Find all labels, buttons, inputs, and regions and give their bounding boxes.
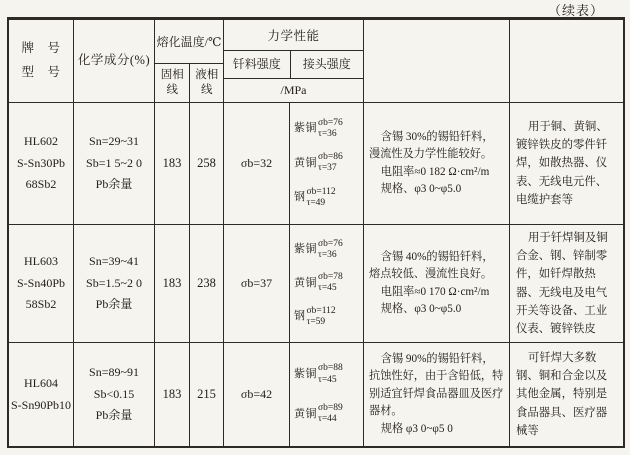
feature-line: 含锡 40%的锡铅钎料，熔点较低、漫流性良好。	[369, 250, 494, 281]
continuation-note: （续表）	[547, 3, 604, 18]
joint-material: 紫铜	[294, 122, 317, 135]
solder-strength-cell: σb=37	[223, 225, 289, 342]
composition-cell	[73, 225, 154, 342]
header-liquidus: 液相线	[189, 64, 223, 102]
brand-line: HL602	[24, 134, 58, 149]
composition-line: Pb余量	[95, 177, 133, 192]
usage-text: 用于铜、黄铜、镀锌铁皮的零件钎焊，如散热器、仪表、无线电元件、电缆护套等	[516, 120, 608, 206]
composition-cell	[73, 343, 154, 446]
features-cell	[363, 343, 509, 446]
header-mechanical-title: 力学性能	[224, 20, 363, 51]
joint-material: 黄铜	[294, 156, 317, 169]
composition-line: Sn=29~31	[89, 134, 139, 149]
joint-material: 紫铜	[294, 243, 317, 256]
table-header-row	[9, 20, 623, 102]
sigma-value: σb=76	[318, 117, 343, 128]
sigma-value: σb=88	[318, 363, 343, 374]
usage-text: 可钎焊大多数钢、铜和合金以及其他金属，特别是食品器具、医疗器械等	[516, 351, 608, 437]
header-mechanical-subrow	[224, 51, 363, 79]
solidus-cell: 183	[154, 225, 189, 342]
feature-line: 电阻率≈0 182 Ω·cm²/m	[380, 165, 490, 178]
solidus-cell: 183	[154, 343, 189, 446]
joint-material: 黄铜	[294, 276, 317, 289]
brand-line: S-Sn90Pb10	[10, 397, 72, 412]
joint-entry	[294, 306, 362, 329]
header-brand-line2: 型 号	[21, 65, 61, 79]
sigma-value: σb=78	[318, 272, 343, 283]
liquidus-cell: 238	[189, 225, 223, 342]
joint-strength-cell	[289, 225, 363, 342]
feature-line: 规格、φ3 0~φ5.0	[380, 182, 462, 195]
features-cell	[363, 103, 509, 224]
usage-text: 用于钎焊铜及铜合金、钢、锌制零件，如钎焊散热器、无线电及电气开关等设备、工业仪表、镀锌铁皮	[516, 231, 608, 335]
tau-value: τ=45	[318, 283, 337, 294]
header-usage	[509, 20, 623, 102]
usage-cell	[509, 225, 623, 342]
brand-line: 68Sb2	[25, 177, 57, 192]
header-composition: 化学成分(%)	[73, 20, 154, 102]
header-brand-model	[9, 20, 73, 102]
feature-line: 规格、φ3 0~φ5.0	[380, 302, 462, 315]
header-melting-subrow	[155, 64, 223, 102]
tau-value: τ=59	[306, 316, 326, 327]
composition-line: Sn=89~91	[89, 365, 139, 380]
joint-material: 黄铜	[294, 407, 317, 420]
joint-values	[318, 363, 343, 386]
liquidus-cell: 215	[189, 343, 223, 446]
joint-values	[318, 272, 343, 295]
brand-cell	[9, 225, 73, 342]
brand-line: 58Sb2	[25, 297, 57, 312]
solidus-cell: 183	[154, 103, 189, 224]
joint-entry	[294, 118, 362, 141]
feature-line: 含锡 90%的锡铅钎料，抗蚀性好，由于含铅低，特别适宜钎焊食品器皿及医疗器材。	[369, 353, 504, 418]
tau-value: τ=36	[318, 250, 337, 261]
sigma-value: σb=76	[318, 238, 343, 249]
header-joint-strength: 接头强度	[290, 51, 363, 78]
header-melting-title: 熔化温度/℃	[155, 20, 223, 64]
brand-line: HL604	[24, 375, 58, 390]
solder-strength-cell: σb=42	[223, 343, 289, 446]
joint-entry	[294, 152, 362, 175]
joint-material: 紫铜	[294, 367, 317, 380]
joint-values	[307, 306, 336, 329]
table-row	[9, 224, 623, 342]
composition-line: Sn=39~41	[89, 254, 139, 269]
joint-entry	[294, 363, 362, 386]
usage-cell	[509, 103, 623, 224]
solder-strength-cell: σb=32	[223, 103, 289, 224]
sigma-value: σb=112	[306, 186, 336, 197]
table-row	[9, 102, 623, 224]
feature-line: 电阻率≈0 170 Ω·cm²/m	[380, 285, 490, 298]
brand-cell	[9, 343, 73, 446]
joint-strength-cell	[289, 103, 363, 224]
header-brand-line1: 牌 号	[21, 41, 61, 56]
tau-value: τ=45	[318, 374, 337, 385]
header-features-spec	[363, 20, 509, 102]
sigma-value: σb=86	[318, 152, 343, 163]
composition-cell	[73, 103, 154, 224]
composition-line: Sb<0.15	[93, 386, 135, 401]
feature-line: 规格 φ3 0~φ5 0	[380, 422, 453, 435]
brand-line: S-Sn40Pb	[16, 275, 66, 290]
feature-line: 含锡 30%的锡铅钎料，漫流性及力学性能较好。	[369, 130, 494, 161]
sigma-value: σb=89	[318, 403, 343, 414]
header-melting-group	[154, 20, 223, 102]
joint-material: 钢	[294, 191, 306, 204]
composition-line: Pb余量	[95, 408, 133, 423]
joint-strength-cell	[289, 343, 363, 446]
composition-line: Sb=1 5~2 0	[86, 155, 142, 170]
joint-entry	[294, 272, 362, 295]
table-row	[9, 342, 623, 446]
brand-cell	[9, 103, 73, 224]
joint-entry	[294, 239, 362, 262]
tau-value: τ=44	[318, 414, 337, 425]
usage-cell	[509, 343, 623, 446]
tau-value: τ=36	[318, 129, 337, 140]
header-mechanical-group	[223, 20, 363, 102]
brand-line: S-Sn30Pb	[16, 155, 66, 170]
liquidus-cell: 258	[189, 103, 223, 224]
joint-values	[318, 118, 343, 141]
joint-entry	[294, 403, 362, 426]
brand-line: HL603	[24, 254, 58, 269]
joint-material: 钢	[294, 310, 306, 323]
header-solder-strength: 钎料强度	[232, 56, 281, 71]
composition-line: Pb余量	[95, 297, 133, 312]
tau-value: τ=49	[306, 197, 326, 208]
solder-spec-table	[7, 17, 625, 448]
header-mpa-unit: /MPa	[280, 83, 307, 97]
tau-value: τ=37	[318, 163, 337, 174]
header-solidus: 固相线	[160, 69, 184, 96]
joint-values	[318, 239, 343, 262]
composition-line: Sb=1.5~2 0	[86, 275, 142, 290]
joint-values	[307, 187, 336, 210]
sigma-value: σb=112	[306, 305, 336, 316]
joint-values	[318, 403, 343, 426]
features-cell	[363, 225, 509, 342]
joint-entry	[294, 187, 362, 210]
joint-values	[318, 152, 343, 175]
